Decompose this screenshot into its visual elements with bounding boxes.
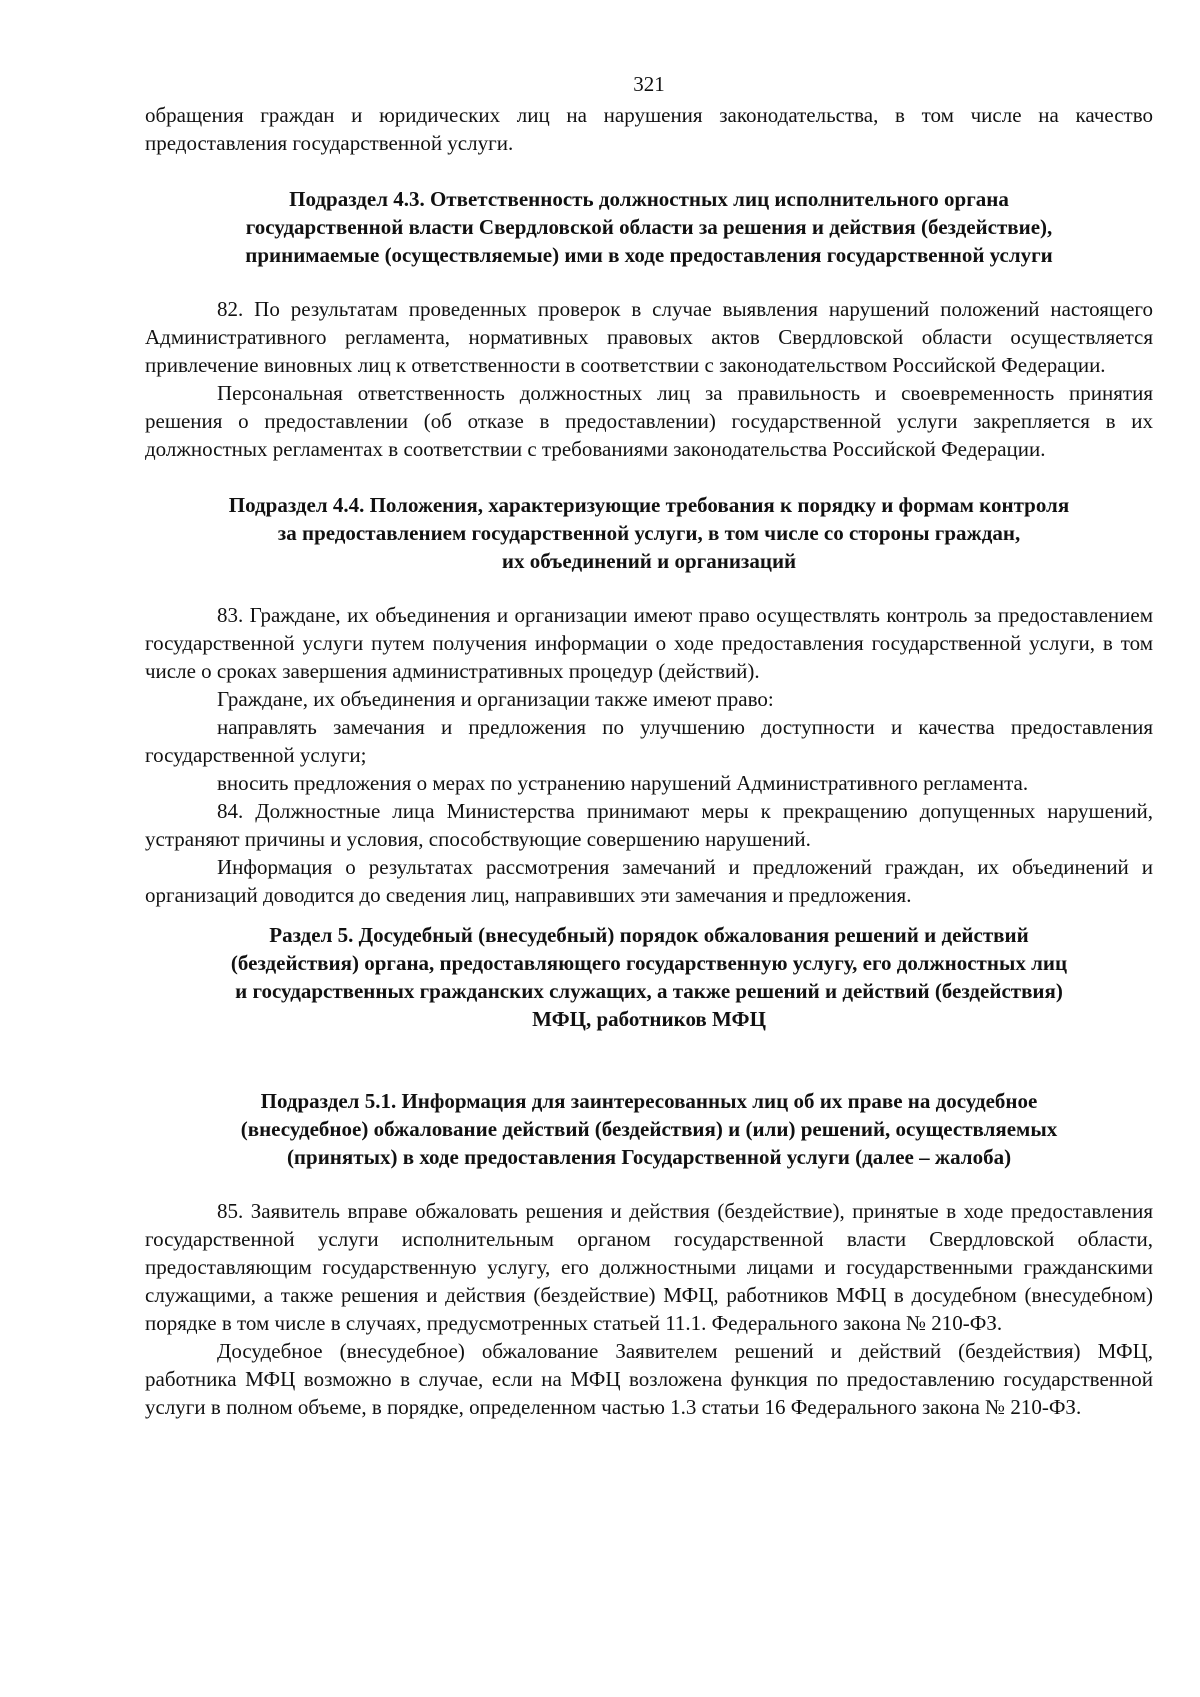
paragraph: Граждане, их объединения и организации также имеют право:: [217, 687, 774, 711]
paragraph: вносить предложения о мерах по устранению нарушений Административного регламента.: [217, 771, 1029, 795]
heading-line: МФЦ, работников МФЦ: [532, 1007, 766, 1031]
spacer: [145, 269, 1153, 295]
heading-line: (внесудебное) обжалование действий (бездействия) и (или) решений, осуществляемых: [240, 1117, 1058, 1141]
page-number: 321: [633, 72, 665, 96]
paragraph: 83. Граждане, их объединения и организации имеют право осуществлять контроль за предоставлением государственной услуги путем получения информации о ходе предоставления государственной услуги, в том числе о сроках завершения административных процедур (действий).: [145, 603, 1153, 683]
heading-line: государственной власти Свердловской области за решения и действия (бездействие),: [245, 215, 1053, 239]
paragraph: Персональная ответственность должностных лиц за правильность и своевременность принятия решения о предоставлении (об отказе в предоставлении) государственной услуги закрепляется в их должностных регламентах в соответствии с требованиями законодательства Российской Федерации.: [145, 381, 1153, 461]
paragraph: направлять замечания и предложения по улучшению доступности и качества предоставления государственной услуги;: [145, 715, 1153, 767]
paragraph: Досудебное (внесудебное) обжалование Заявителем решений и действий (бездействия) МФЦ, работника МФЦ возможно в случае, если на МФЦ возложена функция по предоставлению государственной услуги в полном объеме, в порядке, определенном частью 1.3 статьи 16 Федерального закона № 210-ФЗ.: [145, 1339, 1153, 1419]
heading-line: принимаемые (осуществляемые) ими в ходе предоставления государственной услуги: [245, 243, 1053, 267]
spacer: [145, 1059, 1153, 1087]
spacer: [145, 157, 1153, 185]
paragraph: обращения граждан и юридических лиц на нарушения законодательства, в том числе на качество предоставления государственной услуги.: [145, 103, 1153, 155]
section-heading: [145, 491, 1153, 575]
section-heading: [145, 185, 1153, 269]
heading-line: за предоставлением государственной услуги, в том числе со стороны граждан,: [277, 521, 1021, 545]
spacer: [145, 1171, 1153, 1197]
paragraph: 84. Должностные лица Министерства принимают меры к прекращению допущенных нарушений, устраняют причины и условия, способствующие совершению нарушений.: [145, 799, 1153, 851]
heading-line: Подраздел 5.1. Информация для заинтересованных лиц об их праве на досудебное: [260, 1089, 1038, 1113]
heading-line: Подраздел 4.3. Ответственность должностных лиц исполнительного органа: [289, 187, 1009, 211]
spacer: [145, 909, 1153, 921]
heading-line: (бездействия) органа, предоставляющего государственную услугу, его должностных лиц: [230, 951, 1068, 975]
heading-line: (принятых) в ходе предоставления Государственной услуги (далее – жалоба): [286, 1145, 1012, 1169]
spacer: [145, 1033, 1153, 1059]
document-body: [145, 101, 1153, 1421]
heading-line: Раздел 5. Досудебный (внесудебный) порядок обжалования решений и действий: [269, 923, 1029, 947]
heading-line: Подраздел 4.4. Положения, характеризующие требования к порядку и формам контроля: [228, 493, 1070, 517]
paragraph: 85. Заявитель вправе обжаловать решения и действия (бездействие), принятые в ходе предоставления государственной услуги исполнительным органом государственной власти Свердловской области, предоставляющим государственную услугу, его должностными лицами и государственными гражданскими служащими, а также решения и действия (бездействие) МФЦ, работников МФЦ в досудебном (внесудебном) порядке в том числе в случаях, предусмотренных статьей 11.1. Федерального закона № 210-ФЗ.: [145, 1199, 1153, 1335]
section-heading: [145, 1087, 1153, 1171]
paragraph: 82. По результатам проведенных проверок в случае выявления нарушений положений настоящего Административного регламента, нормативных правовых актов Свердловской области осуществляется привлечение виновных лиц к ответственности в соответствии с законодательством Российской Федерации.: [145, 297, 1153, 377]
heading-line: и государственных гражданских служащих, а также решений и действий (бездействия): [235, 979, 1063, 1003]
paragraph: Информация о результатах рассмотрения замечаний и предложений граждан, их объединений и организаций доводится до сведения лиц, направивших эти замечания и предложения.: [145, 855, 1153, 907]
spacer: [145, 463, 1153, 491]
section-heading: [145, 921, 1153, 1033]
heading-line: их объединений и организаций: [501, 549, 797, 573]
document-page: [145, 70, 1153, 1421]
spacer: [145, 575, 1153, 601]
